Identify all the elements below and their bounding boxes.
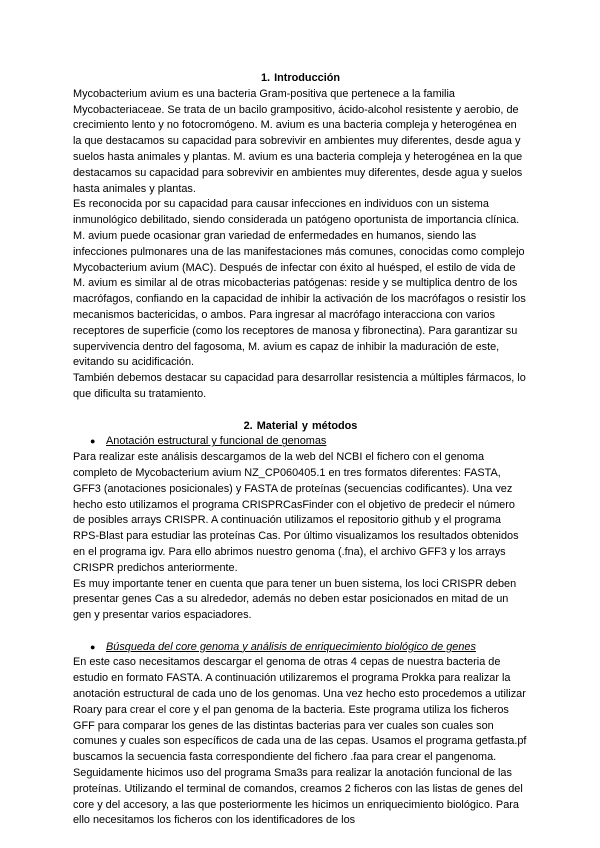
intro-paragraph-3: También debemos destacar su capacidad para desarrollar resistencia a múltiples fármacos, lo que dificulta su tratamiento. [73, 372, 526, 400]
subsection-2-title-line [73, 640, 528, 656]
subsection-1-title: Anotación estructural y funcional de genomas [106, 435, 327, 448]
methods-paragraph-3: En este caso necesitamos descargar el genoma de otras 4 cepas de nuestra bacteria de estudio en formato FASTA. A continuación utilizaremos el programa Prokka para realizar la anotación estructural de cada uno de los genomas. Una vez hecho esto procedemos a utilizar Roary para crear el core y el pan genoma de la bacteria. Este programa utiliza los ficheros GFF para comparar los genes de las distintas bacterias para ver cuales son cuales son comunes y cuales son específicos de cada una de las cepas. Usamos el programa getfasta.pf buscamos la secuencia fasta correspondiente del fichero .faa para crear el pangenoma. Seguidamente hicimos uso del programa Sma3s para realizar la anotación funcional de las proteínas. Utilizando el terminal de comandos, creamos 2 ficheros con las listas de genes del core y del accesory, a las que posteriormente les hicimos un enriquecimiento biológico. Para ello necesitamos los ficheros con los identificadores de los [73, 656, 527, 827]
bullet-icon: ● [90, 436, 96, 447]
intro-paragraph-2: Es reconocida por su capacidad para causar infecciones en individuos con un sistema inmunológico debilitado, siendo considerada un patógeno oportunista de importancia clínica. M. avium puede ocasionar gran variedad de enfermedades en humanos, siendo las infecciones pulmonares una de las manifestaciones más comunes, conocidas como complejo Mycobacterium avium (MAC). Después de infectar con éxito al huésped, el estilo de vida de M. avium es similar al de otras micobacterias patógenas: reside y se multiplica dentro de los macrófagos, confiando en la capacidad de inhibir la activación de los macrófagos o resistir los mecanismos bactericidas, o ambos. Para ingresar al macrófago interacciona con varios receptores de superficie (como los receptores de manosa y fibronectina). Para garantizar su supervivencia dentro del fagosoma, M. avium es capaz de inhibir la maduración de este, evitando su acidificación. [73, 198, 526, 369]
spacer [73, 624, 528, 640]
subsection-2-title: Búsqueda del core genoma y análisis de enriquecimiento biológico de genes [106, 640, 476, 653]
intro-paragraph-1: Mycobacterium avium es una bacteria Gram-positiva que pertenece a la familia Mycobacteriaceae. Se trata de un bacilo grampositivo, ácido-alcohol resistente y aerobio, de crecimiento lento y no fotocromógeno. M. avium es una bacteria compleja y heterogénea en la que destacamos su capacidad para sobrevivir en ambientes muy diferentes, desde agua y suelos hasta animales y plantas. M. avium es una bacteria compleja y heterogénea en la que destacamos su capacidad para sobrevivir en ambientes muy diferentes, desde agua y suelos hasta animales y plantas. [73, 87, 523, 195]
methods-paragraph-2: Es muy importante tener en cuenta que para tener un buen sistema, los loci CRISPR deben presentar genes Cas a su alrededor, además no deben estar posicionados en mitad de un gen y presentar varios espaciadores. [73, 577, 517, 622]
section-1-heading: 1. Introducción [260, 72, 341, 84]
methods-paragraph-1: Para realizar este análisis descargamos de la web del NCBI el fichero con el genoma completo de Mycobacterium avium NZ_CP060405.1 en tres formatos diferentes: FASTA, GFF3 (anotaciones posicionales) y FASTA de proteínas (secuencias codificantes). Una vez hecho esto utilizamos el programa CRISPRCasFinder con el objetivo de predecir el número de posibles arrays CRISPR. A continuación utilizamos el repositorio github y el programa RPS-Blast para estudiar las proteínas Cas. Por último visualizamos los resultados obtenidos en el programa igv. Para ello abrimos nuestro genoma (.fna), el archivo GFF3 y los arrays CRISPR predichos anteriormente. [73, 451, 519, 574]
subsection-1-title-line [73, 434, 528, 450]
bullet-icon: ● [90, 641, 96, 652]
section-2-heading: 2. Material y métodos [243, 419, 358, 432]
